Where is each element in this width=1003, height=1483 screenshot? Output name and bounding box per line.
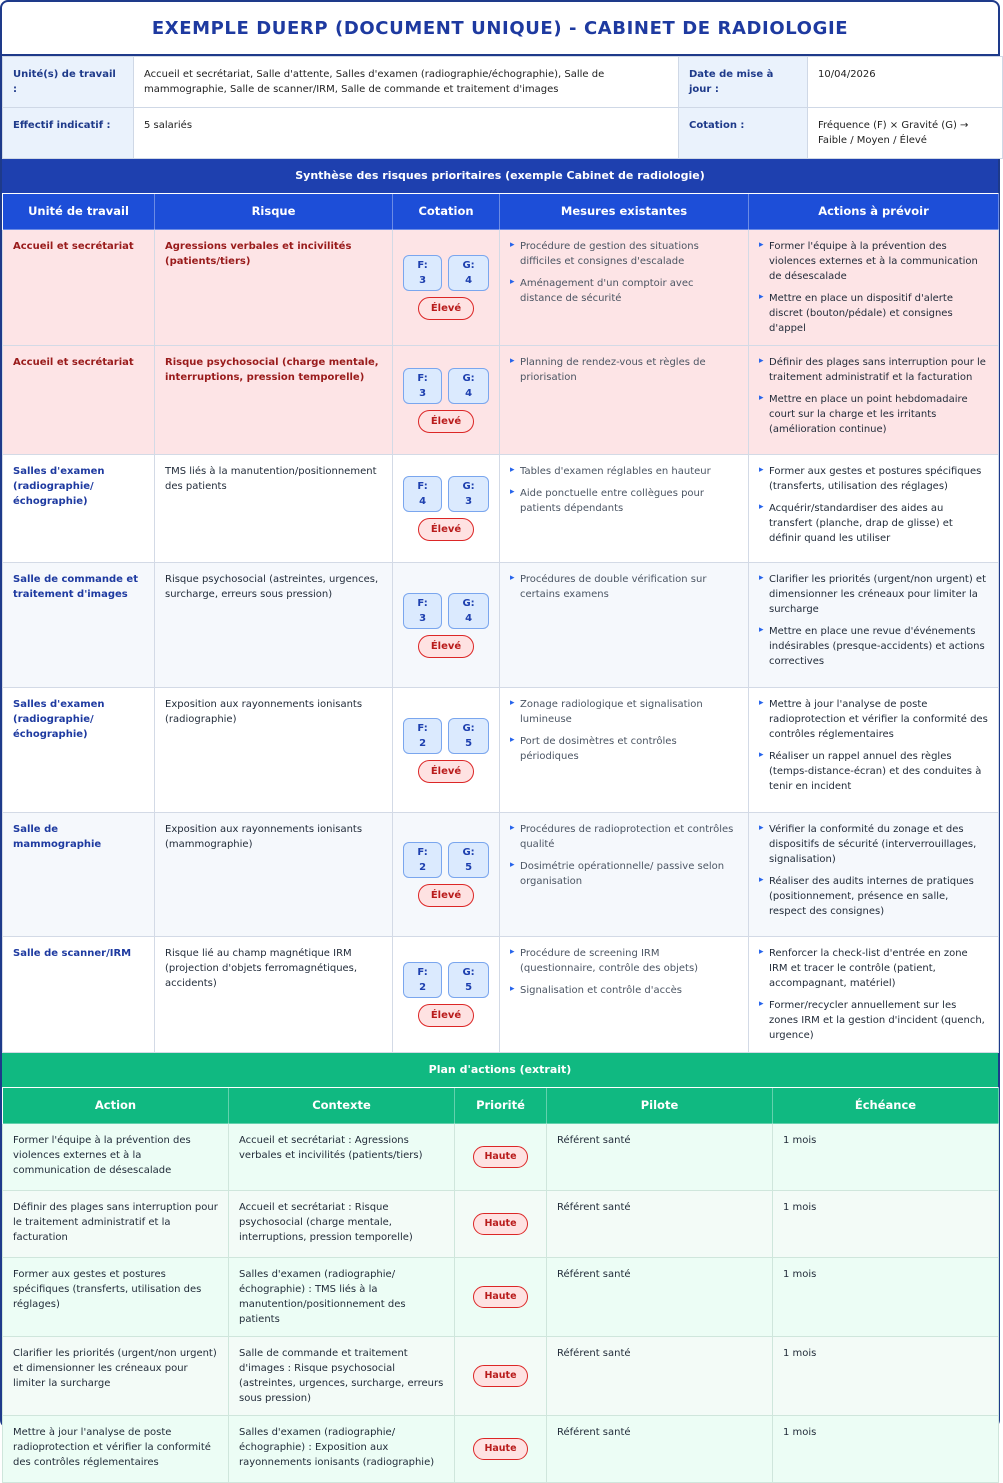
existing-measures <box>500 688 749 813</box>
risk-level-badge: Élevé <box>418 1004 474 1027</box>
action-item: ▸ Former/recycler annuellement sur les zones IRM et la gestion d'incident (quench, urgence) <box>759 998 988 1043</box>
plan-context: Salles d'examen (radiographie/ échographie) : TMS liés à la manutention/positionnement des patients <box>229 1258 455 1337</box>
risk-description: Risque lié au champ magnétique IRM (projection d'objets ferromagnétiques, accidents) <box>155 937 393 1053</box>
measure-item: ▸ Procédure de gestion des situations difficiles et consignes d'escalade <box>510 239 738 269</box>
action-item: ▸ Acquérir/standardiser des aides au transfert (planche, drap de glisse) et définir quand les utiliser <box>759 501 988 546</box>
risk-row <box>3 346 999 455</box>
plan-deadline: 1 mois <box>773 1124 999 1191</box>
risk-level-badge: Élevé <box>418 635 474 658</box>
action-item: ▸ Former l'équipe à la prévention des violences externes et à la communication de désescalade <box>759 239 988 284</box>
plan-pilot: Référent santé <box>547 1124 773 1191</box>
cotation-cell <box>393 346 500 455</box>
risk-description: Exposition aux rayonnements ionisants (radiographie) <box>155 688 393 813</box>
frequency-badge: F: 3 <box>403 255 442 291</box>
action-item: ▸ Clarifier les priorités (urgent/non urgent) et dimensionner les créneaux pour limiter la surcharge <box>759 572 988 617</box>
action-item: ▸ Former aux gestes et postures spécifiques (transferts, utilisation des réglages) <box>759 464 988 494</box>
gravity-badge: G: 3 <box>448 476 489 512</box>
gravity-badge: G: 4 <box>448 368 489 404</box>
work-unit: Salle de scanner/IRM <box>3 937 155 1053</box>
work-unit: Salle de commande et traitement d'images <box>3 563 155 688</box>
planned-actions <box>749 346 999 455</box>
plan-row <box>3 1416 999 1483</box>
risk-description: TMS liés à la manutention/positionnement des patients <box>155 455 393 563</box>
measure-item: ▸ Signalisation et contrôle d'accès <box>510 983 738 998</box>
effectif-label: Effectif indicatif : <box>3 108 134 159</box>
priority-badge: Haute <box>473 1286 527 1308</box>
measure-item: ▸ Procédures de double vérification sur certains examens <box>510 572 738 602</box>
risk-description: Agressions verbales et incivilités (patients/tiers) <box>155 230 393 346</box>
cotation-cell <box>393 455 500 563</box>
plan-deadline: 1 mois <box>773 1191 999 1258</box>
planned-actions <box>749 230 999 346</box>
risk-description: Risque psychosocial (astreintes, urgences, surcharge, erreurs sous pression) <box>155 563 393 688</box>
col-header-cotation: Cotation <box>393 194 500 230</box>
gravity-badge: G: 5 <box>448 962 489 998</box>
priority-badge: Haute <box>473 1213 527 1235</box>
gravity-badge: G: 4 <box>448 593 489 629</box>
plan-action: Former aux gestes et postures spécifiques (transferts, utilisation des réglages) <box>3 1258 229 1337</box>
priority-cell <box>455 1124 547 1191</box>
plan-row <box>3 1191 999 1258</box>
plan-pilot: Référent santé <box>547 1337 773 1416</box>
planned-actions <box>749 563 999 688</box>
risk-level-badge: Élevé <box>418 410 474 433</box>
cotation-cell <box>393 688 500 813</box>
work-unit: Salle de mammographie <box>3 813 155 937</box>
plan-deadline: 1 mois <box>773 1416 999 1483</box>
risk-table <box>2 193 999 1053</box>
existing-measures <box>500 563 749 688</box>
col-header-risk: Risque <box>155 194 393 230</box>
frequency-badge: F: 2 <box>403 842 442 878</box>
risk-row <box>3 455 999 563</box>
action-item: ▸ Renforcer la check-list d'entrée en zone IRM et tracer le contrôle (patient, accompagnant, matériel) <box>759 946 988 991</box>
planned-actions <box>749 688 999 813</box>
existing-measures <box>500 230 749 346</box>
action-item: ▸ Définir des plages sans interruption pour le traitement administratif et la facturation <box>759 355 988 385</box>
measure-item: ▸ Procédures de radioprotection et contrôles qualité <box>510 822 738 852</box>
gravity-badge: G: 5 <box>448 718 489 754</box>
cotation-value: Fréquence (F) × Gravité (G) → Faible / Moyen / Élevé <box>808 108 1003 159</box>
work-unit: Salles d'examen (radiographie/ échographie) <box>3 455 155 563</box>
risk-row <box>3 230 999 346</box>
priority-cell <box>455 1258 547 1337</box>
units-value: Accueil et secrétariat, Salle d'attente, Salles d'examen (radiographie/échographie), Salle de mammographie, Salle de scanner/IRM, Salle de commande et traitement d'images <box>134 57 679 108</box>
existing-measures <box>500 937 749 1053</box>
planned-actions <box>749 455 999 563</box>
measure-item: ▸ Zonage radiologique et signalisation lumineuse <box>510 697 738 727</box>
plan-context: Salle de commande et traitement d'images : Risque psychosocial (astreintes, urgences, surcharge, erreurs sous pression) <box>229 1337 455 1416</box>
date-value: 10/04/2026 <box>808 57 1003 108</box>
planned-actions <box>749 813 999 937</box>
gravity-badge: G: 4 <box>448 255 489 291</box>
action-item: ▸ Vérifier la conformité du zonage et des dispositifs de sécurité (interverrouillages, signalisation) <box>759 822 988 867</box>
frequency-badge: F: 3 <box>403 593 442 629</box>
col-header-priority: Priorité <box>455 1088 547 1124</box>
plan-pilot: Référent santé <box>547 1258 773 1337</box>
plan-deadline: 1 mois <box>773 1258 999 1337</box>
plan-pilot: Référent santé <box>547 1191 773 1258</box>
plan-pilot: Référent santé <box>547 1416 773 1483</box>
plan-deadline: 1 mois <box>773 1337 999 1416</box>
measure-item: ▸ Aménagement d'un comptoir avec distance de sécurité <box>510 276 738 306</box>
plan-title: Plan d'actions (extrait) <box>2 1053 998 1087</box>
frequency-badge: F: 2 <box>403 718 442 754</box>
priority-badge: Haute <box>473 1365 527 1387</box>
risk-row <box>3 813 999 937</box>
info-table <box>2 56 1003 159</box>
action-item: ▸ Mettre à jour l'analyse de poste radioprotection et vérifier la conformité des contrôles réglementaires <box>759 697 988 742</box>
planned-actions <box>749 937 999 1053</box>
risk-level-badge: Élevé <box>418 518 474 541</box>
action-item: ▸ Mettre en place un point hebdomadaire court sur la charge et les irritants (amélioration continue) <box>759 392 988 437</box>
measure-item: ▸ Tables d'examen réglables en hauteur <box>510 464 738 479</box>
col-header-actions: Actions à prévoir <box>749 194 999 230</box>
effectif-value: 5 salariés <box>134 108 679 159</box>
risk-row <box>3 563 999 688</box>
frequency-badge: F: 3 <box>403 368 442 404</box>
priority-cell <box>455 1337 547 1416</box>
action-item: ▸ Réaliser des audits internes de pratiques (positionnement, présence en salle, respect des consignes) <box>759 874 988 919</box>
measure-item: ▸ Aide ponctuelle entre collègues pour patients dépendants <box>510 486 738 516</box>
action-item: ▸ Mettre en place un dispositif d'alerte discret (bouton/pédale) et consignes d'appel <box>759 291 988 336</box>
plan-context: Accueil et secrétariat : Agressions verbales et incivilités (patients/tiers) <box>229 1124 455 1191</box>
risk-row <box>3 688 999 813</box>
risk-row <box>3 937 999 1053</box>
work-unit: Accueil et secrétariat <box>3 346 155 455</box>
date-label: Date de mise à jour : <box>679 57 808 108</box>
plan-row <box>3 1258 999 1337</box>
existing-measures <box>500 455 749 563</box>
work-unit: Accueil et secrétariat <box>3 230 155 346</box>
gravity-badge: G: 5 <box>448 842 489 878</box>
priority-badge: Haute <box>473 1438 527 1460</box>
frequency-badge: F: 4 <box>403 476 442 512</box>
existing-measures <box>500 813 749 937</box>
measure-item: ▸ Procédure de screening IRM (questionnaire, contrôle des objets) <box>510 946 738 976</box>
existing-measures <box>500 346 749 455</box>
plan-context: Salles d'examen (radiographie/ échographie) : Exposition aux rayonnements ionisants (radiographie) <box>229 1416 455 1483</box>
measure-item: ▸ Planning de rendez-vous et règles de priorisation <box>510 355 738 385</box>
work-unit: Salles d'examen (radiographie/ échographie) <box>3 688 155 813</box>
risk-level-badge: Élevé <box>418 884 474 907</box>
priority-badge: Haute <box>473 1146 527 1168</box>
measure-item: ▸ Port de dosimètres et contrôles périodiques <box>510 734 738 764</box>
cotation-cell <box>393 937 500 1053</box>
frequency-badge: F: 2 <box>403 962 442 998</box>
risk-level-badge: Élevé <box>418 760 474 783</box>
plan-context: Accueil et secrétariat : Risque psychosocial (charge mentale, interruptions, pression temporelle) <box>229 1191 455 1258</box>
col-header-measures: Mesures existantes <box>500 194 749 230</box>
risk-level-badge: Élevé <box>418 297 474 320</box>
col-header-deadline: Échéance <box>773 1088 999 1124</box>
units-label: Unité(s) de travail : <box>3 57 134 108</box>
cotation-label: Cotation : <box>679 108 808 159</box>
synthesis-title: Synthèse des risques prioritaires (exemple Cabinet de radiologie) <box>2 159 998 193</box>
priority-cell <box>455 1416 547 1483</box>
cotation-cell <box>393 230 500 346</box>
action-item: ▸ Mettre en place une revue d'événements indésirables (presque-accidents) et actions correctives <box>759 624 988 669</box>
col-header-action: Action <box>3 1088 229 1124</box>
cotation-cell <box>393 563 500 688</box>
col-header-unit: Unité de travail <box>3 194 155 230</box>
plan-action: Définir des plages sans interruption pour le traitement administratif et la facturation <box>3 1191 229 1258</box>
col-header-context: Contexte <box>229 1088 455 1124</box>
risk-description: Exposition aux rayonnements ionisants (mammographie) <box>155 813 393 937</box>
plan-table <box>2 1087 999 1483</box>
plan-action: Clarifier les priorités (urgent/non urgent) et dimensionner les créneaux pour limiter la surcharge <box>3 1337 229 1416</box>
document-title: EXEMPLE DUERP (DOCUMENT UNIQUE) - CABINET DE RADIOLOGIE <box>2 2 998 56</box>
col-header-pilot: Pilote <box>547 1088 773 1124</box>
cotation-cell <box>393 813 500 937</box>
risk-description: Risque psychosocial (charge mentale, interruptions, pression temporelle) <box>155 346 393 455</box>
plan-row <box>3 1124 999 1191</box>
measure-item: ▸ Dosimétrie opérationnelle/ passive selon organisation <box>510 859 738 889</box>
priority-cell <box>455 1191 547 1258</box>
plan-action: Mettre à jour l'analyse de poste radioprotection et vérifier la conformité des contrôles réglementaires <box>3 1416 229 1483</box>
plan-action: Former l'équipe à la prévention des violences externes et à la communication de désescalade <box>3 1124 229 1191</box>
plan-row <box>3 1337 999 1416</box>
action-item: ▸ Réaliser un rappel annuel des règles (temps-distance-écran) et des conduites à tenir en incident <box>759 749 988 794</box>
